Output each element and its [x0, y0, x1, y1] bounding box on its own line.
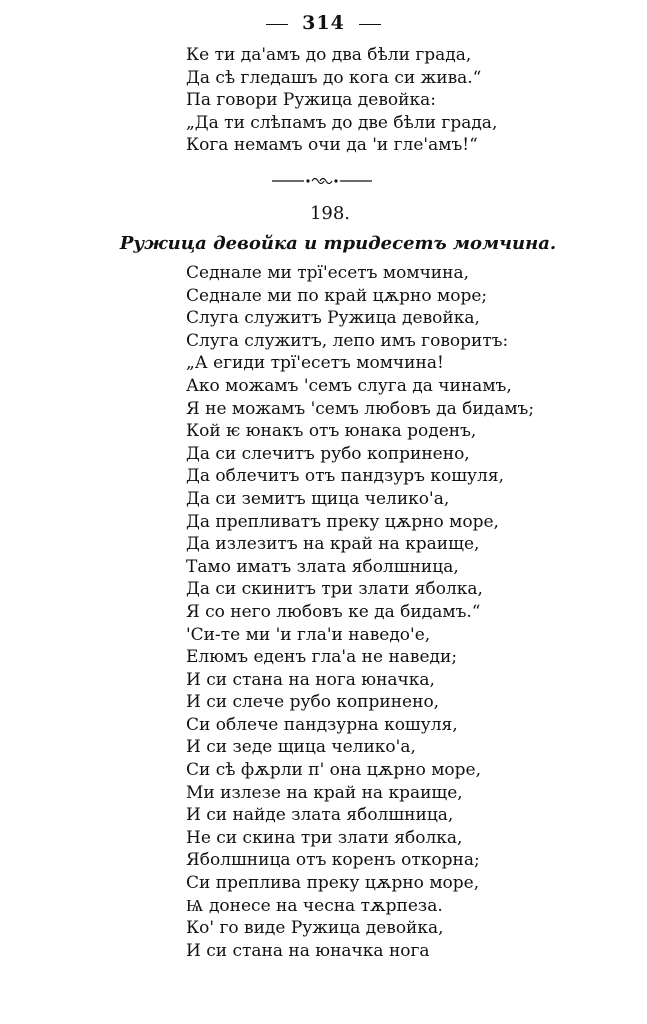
poem-title: Ружица девойка и тридесетъ момчина. — [119, 233, 557, 254]
section-divider-ornament — [270, 175, 374, 187]
page-number — [0, 12, 647, 34]
verse-line: Да си скинитъ три злати яболка, — [186, 579, 483, 600]
verse-line: Да си земитъ щица челико'а, — [186, 488, 450, 509]
verse-line: И си стана на нога юначка, — [186, 669, 435, 690]
verse-line: Кога немамъ очи да 'и гле'амъ!“ — [186, 135, 478, 156]
verse-line: И си стана на юначка нога — [186, 940, 430, 961]
verse-line: Ѩ донесе на чесна тѫрпеза. — [186, 895, 443, 916]
verse-line: Тамо иматъ злата яболшница, — [186, 556, 459, 577]
verse-line: Да сѣ гледашъ до кога си жива.“ — [186, 67, 482, 88]
verse-line: Я со него любовъ ке да бидамъ.“ — [186, 601, 481, 622]
page-number-text: 314 — [302, 12, 345, 34]
verse-line: Да облечитъ отъ пандзуръ кошуля, — [186, 466, 504, 487]
verse-line: Ке ти да'амъ до два бѣли града, — [186, 45, 472, 65]
verse-line: Да препливатъ преку цѫрно море, — [186, 511, 499, 532]
verse-line: „А егиди трї'есетъ момчина! — [186, 353, 444, 374]
verse-line: Си преплива преку цѫрно море, — [186, 873, 480, 894]
verse-line: Седнале ми по край цѫрно море; — [186, 285, 488, 306]
verse-line: Да си слечитъ рубо копринено, — [186, 443, 470, 464]
verse-line: И си зеде щица челико'а, — [186, 737, 416, 758]
poem-body — [186, 262, 534, 962]
poem-number: 198. — [309, 203, 351, 224]
verse-line: И си найде злата яболшница, — [186, 805, 454, 826]
verse-line: Слуга служитъ, лепо имъ говоритъ: — [186, 330, 509, 351]
verse-line: Ако можамъ 'семъ слуга да чинамъ, — [186, 375, 512, 396]
page-number-dash-right — [359, 24, 381, 25]
verse-line: Яболшница отъ коренъ откорна; — [186, 850, 480, 871]
verse-line: 'Си-те ми 'и гла'и наведо'е, — [186, 624, 431, 645]
verse-line: Си облече пандзурна кошуля, — [186, 714, 458, 735]
verse-line: Си сѣ фѫрли п' она цѫрно море, — [186, 760, 482, 781]
verse-line: Елюмъ еденъ гла'а не наведи; — [186, 647, 458, 668]
verse-line: Не си скина три злати яболка, — [186, 827, 463, 848]
previous-poem-ending — [186, 44, 497, 157]
verse-line: Седнале ми трї'есетъ момчина, — [186, 263, 470, 283]
verse-line: Слуга служитъ Ружица девойка, — [186, 308, 480, 329]
verse-line: „Да ти слѣпамъ до две бѣли града, — [186, 112, 498, 133]
verse-line: Па говори Ружица девойка: — [186, 90, 436, 111]
page-number-dash-left — [266, 24, 288, 25]
verse-line: Да излезитъ на край на краище, — [186, 534, 480, 555]
verse-line: Я не можамъ 'семъ любовъ да бидамъ; — [186, 398, 535, 419]
verse-line: Ми излезе на край на краище, — [186, 782, 463, 803]
verse-line: Ко' го виде Ружица девойка, — [186, 918, 444, 939]
verse-line: И си слече рубо копринено, — [186, 692, 440, 713]
verse-line: Кой ѥ юнакъ отъ юнака роденъ, — [186, 421, 477, 442]
